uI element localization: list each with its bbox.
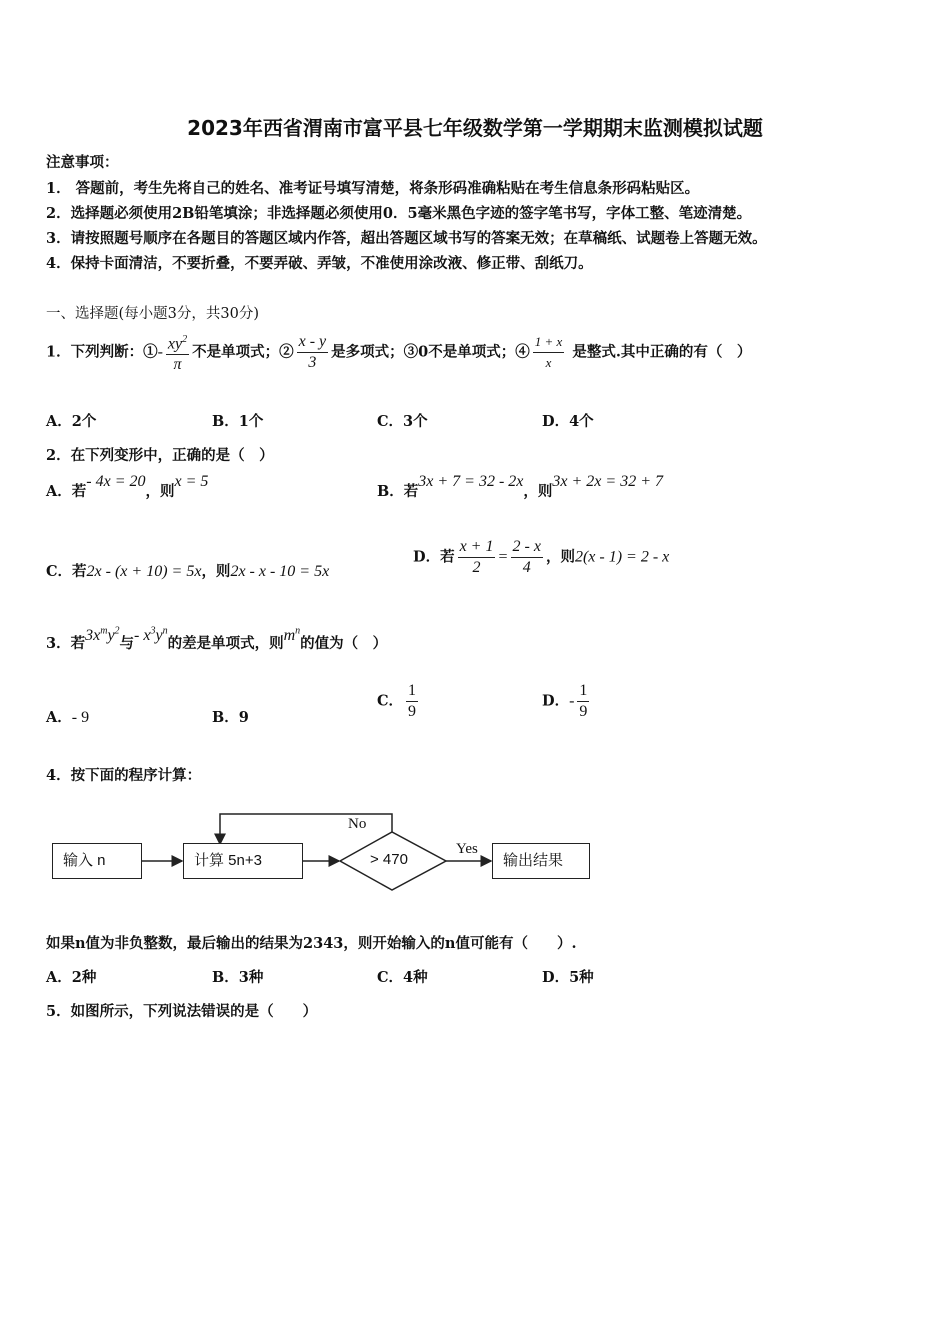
- option-d[interactable]: D．- $\frac{1}{9}$: [542, 682, 588, 720]
- note-item: 1． 答题前，考生先将自己的姓名、准考证号填写清楚，将条形码准确粘贴在考生信息条形码粘贴区。: [46, 180, 700, 197]
- option-c[interactable]: C．3个: [377, 413, 428, 430]
- option-a[interactable]: A．- 9: [46, 709, 90, 726]
- option-b[interactable]: B．若3x + 7 = 32 - 2x，则3x + 2x = 32 + 7: [377, 473, 663, 500]
- option-b[interactable]: B．9: [212, 709, 249, 726]
- condition-label: > 470: [370, 851, 408, 868]
- note-item: 4．保持卡面清洁，不要折叠，不要弄破、弄皱，不准使用涂改液、修正带、刮纸刀。: [46, 255, 593, 272]
- option-d[interactable]: D．4个: [542, 413, 594, 430]
- option-c[interactable]: C． $\frac{1}{9}$: [377, 682, 417, 720]
- option-a[interactable]: A．2种: [46, 969, 97, 986]
- question-2: 2．在下列变形中，正确的是（ ）: [46, 447, 274, 464]
- notes-heading: 注意事项：: [46, 154, 119, 171]
- note-item: 3．请按照题号顺序在各题目的答题区域内作答，超出答题区域书写的答案无效；在草稿纸、试题卷上答题无效。: [46, 230, 767, 247]
- question-3: 3．若$3x^my^2$与- $x^3y^n$的差是单项式，则$m^n$的值为（ ）: [46, 625, 388, 652]
- option-d[interactable]: D．若 $\frac{x + 1}{2}$ = $\frac{2 - x}{4}$ ，则2(x - 1) = 2 - x: [413, 538, 670, 576]
- option-a[interactable]: A．若- 4x = 20，则x = 5: [46, 473, 209, 500]
- option-d[interactable]: D．5种: [542, 969, 594, 986]
- input-box: 输入 n: [52, 843, 142, 879]
- question-4-text: 如果n值为非负整数，最后输出的结果为2343，则开始输入的n值可能有（ ）.: [46, 935, 577, 952]
- page-title: 2023年西省渭南市富平县七年级数学第一学期期末监测模拟试题: [187, 116, 763, 140]
- option-b[interactable]: B．3种: [212, 969, 264, 986]
- note-item: 2．选择题必须使用2B铅笔填涂；非选择题必须使用0．5毫米黑色字迹的签字笔书写，字体工整、笔迹清楚。: [46, 205, 752, 222]
- question-4: 4．按下面的程序计算：: [46, 767, 202, 784]
- option-a[interactable]: A．2个: [46, 413, 97, 430]
- output-box: 输出结果: [492, 843, 590, 879]
- no-label: No: [348, 816, 367, 832]
- option-c[interactable]: C．4种: [377, 969, 428, 986]
- question-5: 5．如图所示，下列说法错误的是（ ）: [46, 1003, 318, 1020]
- yes-label: Yes: [456, 841, 478, 857]
- question-1: 1．下列判断：①- $\frac{xy^2}{\pi}$ 不是单项式；② $\frac{x - y}{3}$ 是多项式；③0不是单项式；④ $\frac{1 + x}{x}$ 是整式.其中正确的有（ ）: [46, 330, 751, 375]
- option-b[interactable]: B．1个: [212, 413, 264, 430]
- section-heading: 一、选择题(每小题3分，共30分): [46, 306, 259, 322]
- option-c[interactable]: C．若2x - (x + 10) = 5x，则2x - x - 10 = 5x: [46, 563, 330, 580]
- calc-box: 计算 5n+3: [183, 843, 303, 879]
